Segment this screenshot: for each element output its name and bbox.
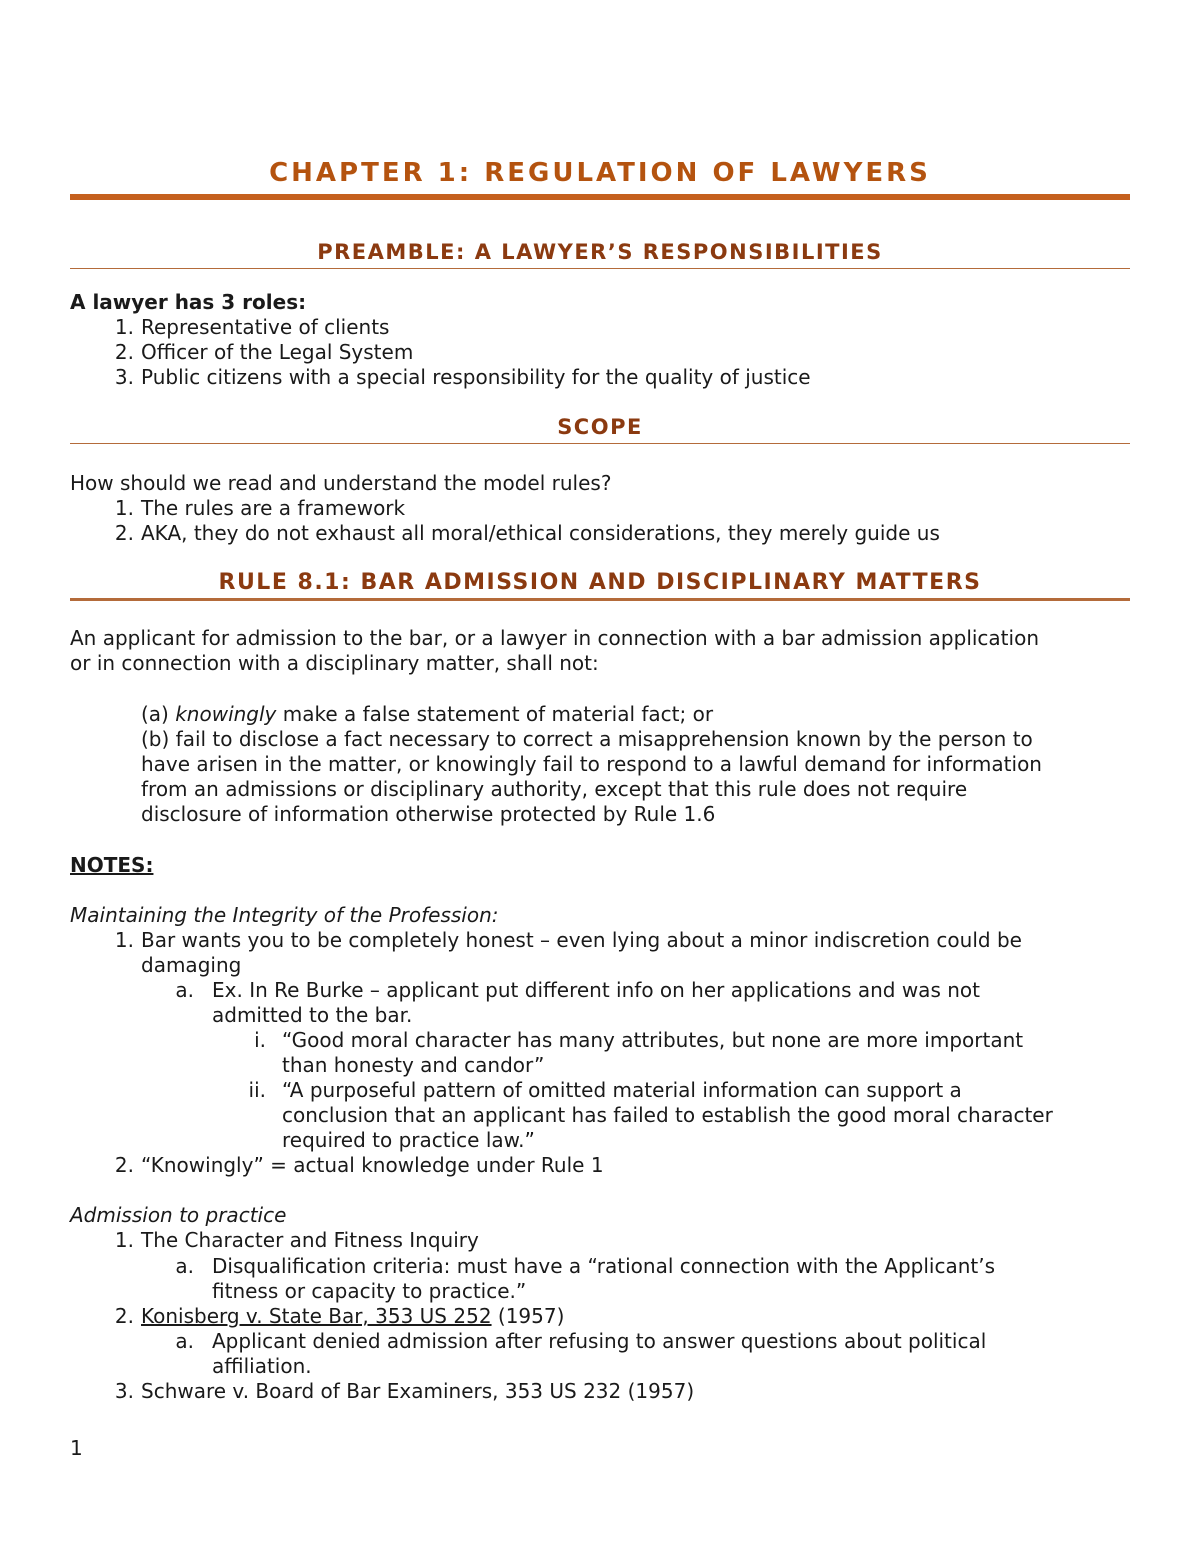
list-marker: 3. (114, 1379, 134, 1403)
clause-a-emphasis: knowingly (175, 702, 277, 726)
admission-title: Admission to practice (70, 1203, 287, 1227)
rule81-clause-b-line: (b) fail to disclose a fact necessary to correct a misapprehension known by the person to (141, 727, 1033, 751)
roman-list-item-continuation: conclusion that an applicant has failed to establish the good moral character (282, 1103, 1053, 1127)
list-item: “Knowingly” = actual knowledge under Rule 1 (141, 1153, 604, 1177)
list-item: Representative of clients (141, 315, 390, 339)
sub-list-item-continuation: fitness or capacity to practice.” (212, 1279, 527, 1303)
chapter-divider (70, 194, 1130, 200)
scope-question: How should we read and understand the model rules? (70, 471, 612, 495)
list-marker: 1. (114, 1228, 134, 1252)
list-marker: 2. (114, 521, 134, 545)
list-marker: a. (175, 1254, 194, 1278)
list-marker: ii. (248, 1078, 266, 1102)
sub-list-item: Disqualification criteria: must have a “rational connection with the Applicant’s (212, 1254, 995, 1278)
scope-divider (70, 443, 1130, 444)
list-marker: 2. (114, 1153, 134, 1177)
list-item (141, 1304, 564, 1329)
rule81-clause-b-line: have arisen in the matter, or knowingly fail to respond to a lawful demand for information (141, 752, 1042, 776)
rule81-intro-line: or in connection with a disciplinary matter, shall not: (70, 651, 599, 675)
roman-list-item: “Good moral character has many attributes, but none are more important (282, 1028, 1024, 1052)
sub-list-item: Ex. In Re Burke – applicant put different info on her applications and was not (212, 978, 980, 1002)
list-item: Officer of the Legal System (141, 340, 414, 364)
notes-heading: NOTES: (70, 853, 154, 877)
scope-heading: SCOPE (557, 415, 643, 439)
rule81-heading: RULE 8.1: BAR ADMISSION AND DISCIPLINARY MATTERS (218, 570, 982, 595)
page-number: 1 (70, 1436, 83, 1460)
list-item: Bar wants you to be completely honest – even lying about a minor indiscretion could be (141, 928, 1022, 952)
list-item: Schware v. Board of Bar Examiners, 353 US 232 (1957) (141, 1379, 695, 1403)
list-item: Public citizens with a special responsibility for the quality of justice (141, 365, 811, 389)
list-marker: 3. (114, 365, 134, 389)
rule81-clause-b-line: disclosure of information otherwise protected by Rule 1.6 (141, 802, 716, 826)
clause-a-prefix: (a) (141, 702, 176, 726)
list-item: AKA, they do not exhaust all moral/ethical considerations, they merely guide us (141, 521, 940, 545)
preamble-divider (70, 268, 1130, 269)
roman-list-item: “A purposeful pattern of omitted material information can support a (282, 1078, 962, 1102)
list-marker: 2. (114, 340, 134, 364)
rule81-divider (70, 598, 1130, 601)
sub-list-item-continuation: admitted to the bar. (212, 1003, 413, 1027)
roman-list-item-continuation: than honesty and candor” (282, 1053, 545, 1077)
list-marker: 2. (114, 1304, 134, 1328)
list-marker: a. (175, 978, 194, 1002)
rule81-clause-b-line: from an admissions or disciplinary authority, except that this rule does not require (141, 777, 968, 801)
list-marker: 1. (114, 928, 134, 952)
sub-list-item-continuation: affiliation. (212, 1354, 312, 1378)
chapter-title: CHAPTER 1: REGULATION OF LAWYERS (269, 158, 931, 188)
clause-a-rest: make a false statement of material fact; or (276, 702, 714, 726)
list-item: The rules are a framework (141, 496, 406, 520)
rule81-clause-a (141, 702, 713, 727)
list-marker: 1. (114, 496, 134, 520)
case-citation-link[interactable]: Konisberg v. State Bar, 353 US 252 (141, 1304, 492, 1328)
rule81-intro-line: An applicant for admission to the bar, or a lawyer in connection with a bar admission application (70, 626, 1039, 650)
preamble-intro: A lawyer has 3 roles: (70, 290, 307, 314)
roman-list-item-continuation: required to practice law.” (282, 1128, 535, 1152)
list-marker: i. (254, 1028, 266, 1052)
list-item-continuation: damaging (141, 953, 242, 977)
list-marker: 1. (114, 315, 134, 339)
sub-list-item: Applicant denied admission after refusing to answer questions about political (212, 1329, 987, 1353)
list-marker: a. (175, 1329, 194, 1353)
list-item: The Character and Fitness Inquiry (141, 1228, 479, 1252)
case-year: (1957) (491, 1304, 565, 1328)
preamble-heading: PREAMBLE: A LAWYER’S RESPONSIBILITIES (317, 240, 883, 264)
integrity-title: Maintaining the Integrity of the Profession: (70, 903, 499, 927)
